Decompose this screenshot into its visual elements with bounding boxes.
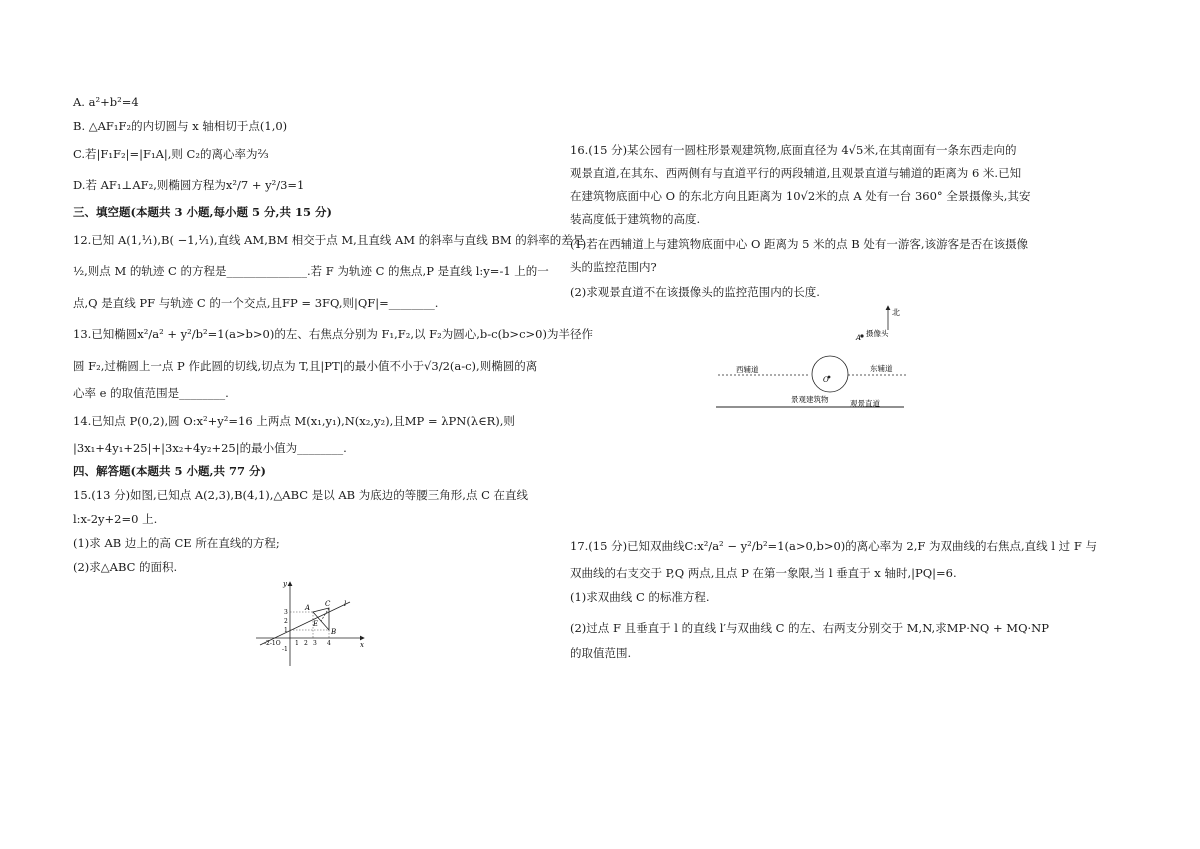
option-a: A. a²+b²=4 bbox=[73, 95, 139, 109]
label-a: A bbox=[305, 604, 311, 612]
q16-line-4: 装高度低于建筑物的高度. bbox=[570, 212, 701, 226]
q17-part-2b: 的取值范围. bbox=[570, 646, 632, 660]
label-x: x bbox=[360, 641, 364, 649]
q16-line-3: 在建筑物底面中心 O 的东北方向且距离为 10√2米的点 A 处有一台 360° 全景摄像头,其安 bbox=[570, 189, 1031, 203]
q15-figure bbox=[252, 578, 372, 674]
q12-line-1: 12.已知 A(1,¹⁄₁),B( −1,¹⁄₁),直线 AM,BM 相交于点 M,且直线 AM 的斜率与直线 BM 的斜率的差是 bbox=[73, 233, 585, 247]
q15-part-1: (1)求 AB 边上的高 CE 所在直线的方程; bbox=[73, 536, 280, 550]
q12-line-2: ½,则点 M 的轨迹 C 的方程是______________.若 F 为轨迹 C 的焦点,P 是直线 l:y=-1 上的一 bbox=[73, 264, 549, 278]
label-o: O bbox=[823, 376, 829, 384]
tick-origin: -2-1O bbox=[264, 640, 281, 647]
q15-part-2: (2)求△ABC 的面积. bbox=[73, 560, 178, 574]
label-road: 观景直道 bbox=[850, 399, 880, 408]
q16-line-2: 观景直道,在其东、西两侧有与直道平行的两段辅道,且观景直道与辅道的距离为 6 米.已知 bbox=[570, 166, 1022, 180]
tick-y3: 3 bbox=[284, 609, 288, 616]
q13-line-2: 圆 F₂,过椭圆上一点 P 作此圆的切线,切点为 T,且|PT|的最小值不小于√3/2(a-c),则椭圆的离 bbox=[73, 359, 538, 373]
tick-x4: 4 bbox=[327, 640, 331, 647]
label-a: A bbox=[856, 334, 862, 342]
q17-part-1: (1)求双曲线 C 的标准方程. bbox=[570, 590, 710, 604]
section-3-title: 三、填空题(本题共 3 小题,每小题 5 分,共 15 分) bbox=[73, 205, 332, 219]
q12-line-3: 点,Q 是直线 PF 与轨迹 C 的一个交点,且FP = 3FQ,则|QF|=________. bbox=[73, 296, 439, 310]
label-camera: 摄像头 bbox=[866, 329, 889, 338]
tick-y1: 1 bbox=[284, 627, 288, 634]
tick-x2: 2 bbox=[304, 640, 308, 647]
section-4-title: 四、解答题(本题共 5 小题,共 77 分) bbox=[73, 464, 266, 478]
label-e: E bbox=[313, 620, 319, 628]
q13-line-1: 13.已知椭圆x²/a² + y²/b²=1(a>b>0)的左、右焦点分别为 F₁,F₂,以 F₂为圆心,b-c(b>c>0)为半径作 bbox=[73, 327, 593, 341]
q16-line-1: 16.(15 分)某公园有一圆柱形景观建筑物,底面直径为 4√5米,在其南面有一条东西走向的 bbox=[570, 143, 1017, 157]
q15-figure-svg bbox=[252, 578, 372, 670]
q16-figure-svg bbox=[712, 300, 912, 412]
q15-line-1: 15.(13 分)如图,已知点 A(2,3),B(4,1),△ABC 是以 AB 为底边的等腰三角形,点 C 在直线 bbox=[73, 488, 529, 502]
label-c: C bbox=[325, 600, 331, 608]
tick-y2: 2 bbox=[284, 618, 288, 625]
label-west: 西辅道 bbox=[736, 365, 759, 374]
option-d: D.若 AF₁⊥AF₂,则椭圆方程为x²/7 + y²/3=1 bbox=[73, 178, 305, 192]
q15-line-2: l:x-2y+2=0 上. bbox=[73, 512, 158, 526]
tick-x3: 3 bbox=[313, 640, 317, 647]
label-north: 北 bbox=[892, 308, 900, 317]
building-circle bbox=[812, 356, 848, 392]
option-c: C.若|F₁F₂|=|F₁A|,则 C₂的离心率为²⁄₃ bbox=[73, 147, 269, 161]
q16-part-1b: 头的监控范围内? bbox=[570, 260, 657, 274]
label-y: y bbox=[283, 580, 287, 588]
q17-part-2: (2)过点 F 且垂直于 l 的直线 l′与双曲线 C 的左、右两支分别交于 M,N,求MP·NQ + MQ·NP bbox=[570, 621, 1049, 635]
tick-x1: 1 bbox=[295, 640, 299, 647]
label-building: 景观建筑物 bbox=[791, 395, 829, 404]
q16-part-2: (2)求观景直道不在该摄像头的监控范围内的长度. bbox=[570, 285, 820, 299]
q16-figure bbox=[712, 300, 912, 416]
q16-part-1a: (1)若在西辅道上与建筑物底面中心 O 距离为 5 米的点 B 处有一游客,该游客是否在该摄像 bbox=[570, 237, 1029, 251]
q17-line-1: 17.(15 分)已知双曲线C:x²/a² − y²/b²=1(a>0,b>0)的离心率为 2,F 为双曲线的右焦点,直线 l 过 F 与 bbox=[570, 539, 1097, 553]
q13-line-3: 心率 e 的取值范围是________. bbox=[73, 386, 229, 400]
label-b: B bbox=[331, 628, 337, 636]
q14-line-1: 14.已知点 P(0,2),圆 O:x²+y²=16 上两点 M(x₁,y₁),N(x₂,y₂),且MP = λPN(λ∈R),则 bbox=[73, 414, 515, 428]
label-l: l bbox=[344, 600, 347, 608]
q17-line-2: 双曲线的右支交于 P,Q 两点,且点 P 在第一象限,当 l 垂直于 x 轴时,|PQ|=6. bbox=[570, 566, 957, 580]
q14-line-2: |3x₁+4y₁+25|+|3x₂+4y₂+25|的最小值为________. bbox=[73, 441, 347, 455]
option-b: B. △AF₁F₂的内切圆与 x 轴相切于点(1,0) bbox=[73, 119, 288, 133]
tick-ym1: -1 bbox=[282, 646, 288, 653]
label-east: 东辅道 bbox=[870, 364, 893, 373]
